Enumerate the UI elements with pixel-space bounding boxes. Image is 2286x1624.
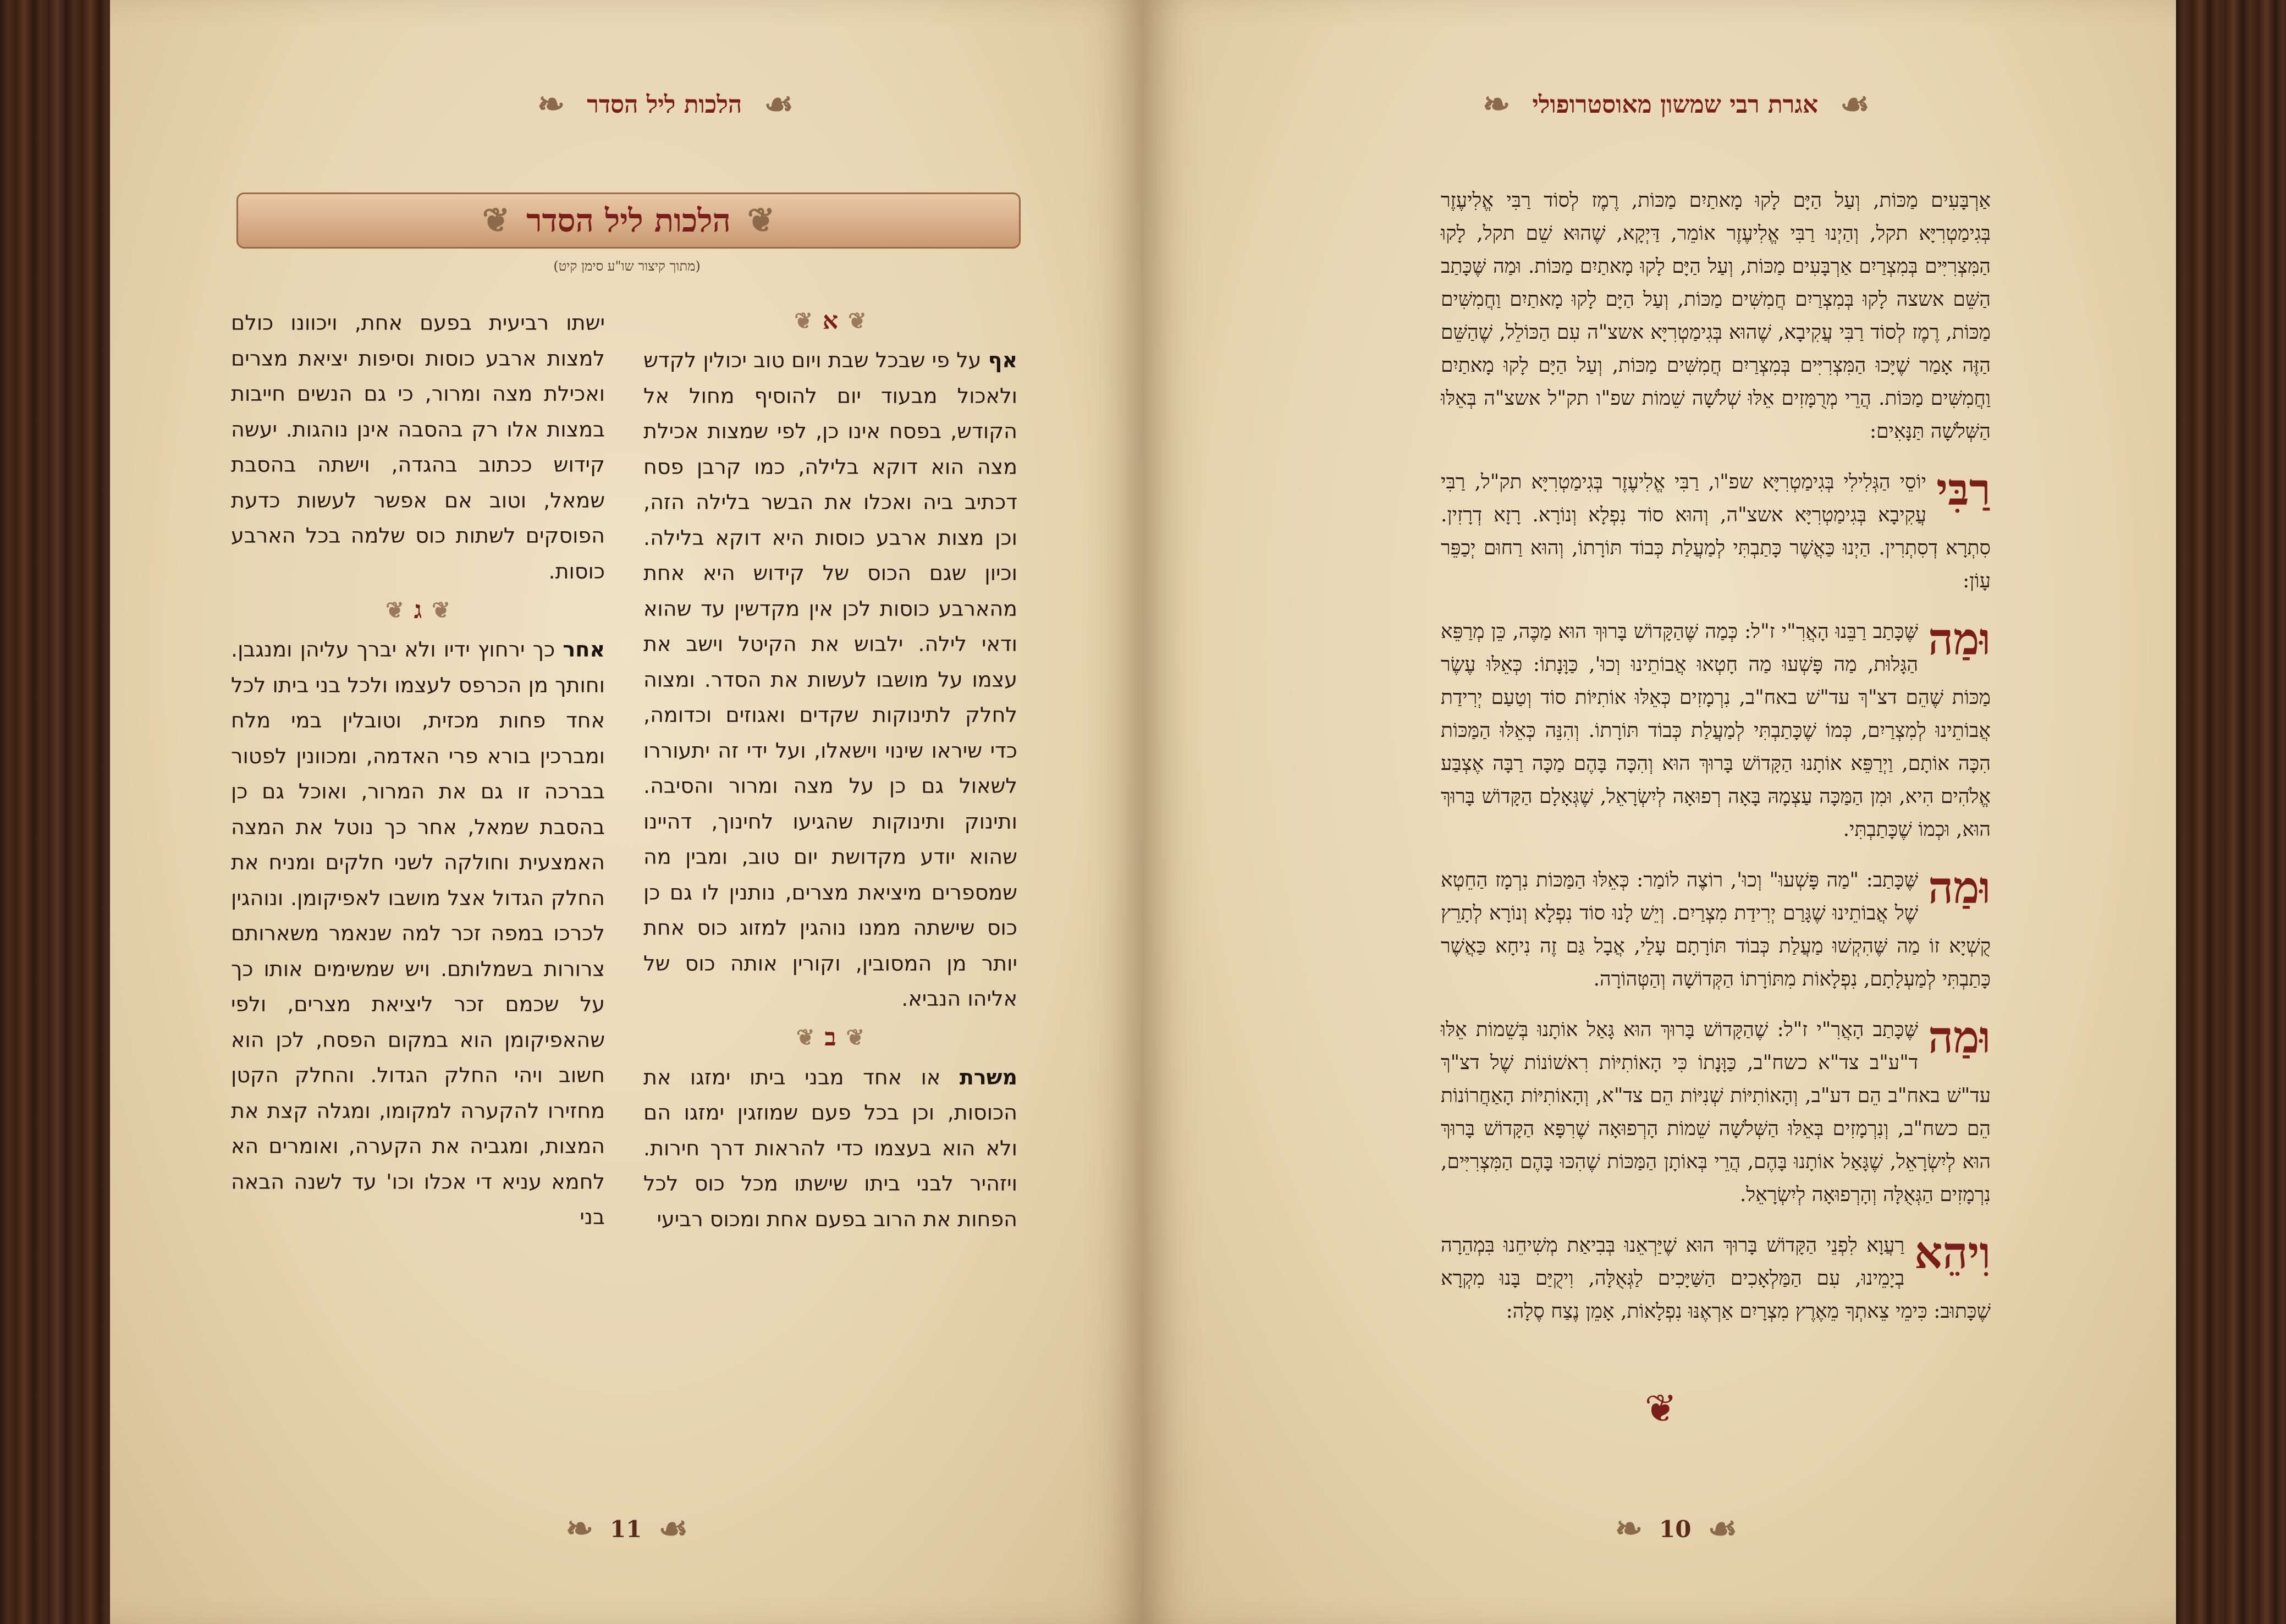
flourish-icon: ❦ bbox=[482, 201, 510, 240]
intro-paragraph: אַרְבָּעִים מַכּוֹת, וְעַל הַיָּם לָקוּ מָאתַיִם מַכּוֹת, רֶמֶז לְסוֹד רַבִּי אֱלִיעֶזֶר בְּגִימַטְרִיָּא תקל, וְהַיְנוּ רַבִּי אֱלִיעֶזֶר אוֹמֵר, דַּיְקָא, שֶׁהוּא שֵׁם תקל, לָקוּ הַמִּצְרִיִּים בְּמִצְרַיִם אַרְבָּעִים מַכּוֹת, וְעַל הַיָּם לָקוּ מָאתַיִם מַכּוֹת. וּמַה שֶּׁכָּתַב הַשֵּׁם אשצה לָקוּ בְּמִצְרַיִם חֲמִשִּׁים מַכּוֹת, וְעַל הַיָּם לָקוּ מָאתַיִם וַחֲמִשִּׁים מַכּוֹת, רֶמֶז לְסוֹד רַבִּי עֲקִיבָא, שֶׁהוּא בְּגִימַטְרִיָּא אשצ"ה עִם הַכּוֹלֵל, שֶׁהַשֵּׁם הַזֶּה אָמַר שֶׁיָּכוּ הַמִּצְרִיִּים בְּמִצְרַיִם חֲמִשִּׁים מַכּוֹת, וְעַל הַיָּם לָקוּ מָאתַיִם וַחֲמִשִּׁים מַכּוֹת. הֲרֵי מְרֻמָּזִים אֵלּוּ שְׁלֹשָׁה שֵׁמוֹת שפ"ו תק"ל אשצ"ה בְּאֵלּוּ הַשְּׁלֹשָׁה תַּנָּאִים: bbox=[1441, 189, 1991, 443]
wood-edge-right bbox=[2176, 0, 2286, 1624]
running-head-text: הלכות ליל הסדר bbox=[587, 90, 742, 119]
lead-word: אף bbox=[988, 348, 1017, 372]
flourish-icon: ☙ bbox=[1707, 1510, 1738, 1548]
flourish-icon: ❦ bbox=[848, 307, 867, 334]
section-letter: ב bbox=[824, 1023, 836, 1052]
paragraph bbox=[1441, 1229, 1991, 1328]
drop-word: וּמַה bbox=[1928, 613, 1991, 665]
end-flourish-icon: ❦ bbox=[1644, 1386, 1677, 1431]
paragraph-text: יוֹסֵי הַגְּלִילִי בְּגִימַטְרִיָּא שפ"ו, רַבִּי אֱלִיעֶזֶר בְּגִימַטְרִיָּא תק"ל, רַבִּי עֲקִיבָא בְּגִימַטְרִיָּא אשצ"ה, וְהוּא סוֹד נִפְלָא וְנוֹרָא. רָזָא דְרָזִין. סִתְרָא דְסִתְרִין. הַיְנוּ כַּאֲשֶׁר כָּתַבְתִּי לְמַעֲלַת כְּבוֹד תּוֹרָתוֹ, וְהוּא רַחוּם יְכַפֵּר עָוֹן: bbox=[1441, 471, 1991, 592]
paragraph bbox=[643, 343, 1017, 1017]
paragraph bbox=[1441, 864, 1991, 996]
paragraph-text: ישתו רביעית בפעם אחת, ויכוונו כולם למצות ארבע כוסות וסיפות יציאת מצרים ואכילת מצה ומרור, כי גם הנשים חייבות במצות אלו רק בהסבה אינן נוהגות. יעשה קידוש ככתוב בהגדה, וישתה בהסבת שמאל, וטוב אם אפשר לעשות כדעת הפוסקים לשתות כוס שלמה בכל הארבע כוסות. bbox=[231, 311, 605, 583]
page-number-left bbox=[511, 1507, 742, 1551]
paragraph bbox=[1441, 615, 1991, 846]
flourish-icon: ❧ bbox=[1615, 1510, 1643, 1548]
chapter-banner bbox=[236, 192, 1021, 249]
flourish-icon: ❦ bbox=[794, 307, 813, 334]
paragraph-text: על פי שבכל שבת ויום טוב יכולין לקדש ולאכול מבעוד יום להוסיף מחול אל הקודש, בפסח אינו כן, לפי שמצות אכילת מצה הוא דוקא בלילה, כמו קרבן פסח דכתיב ביה ואכלו את הבשר בלילה הזה, וכן מצות ארבע כוסות היא דוקא בלילה. וכיון שגם הכוס של קידוש היא אחת מהארבע כוסות לכן אין מקדשין עד שהוא ודאי לילה. ילבוש את הקיטל וישב את עצמו על מושבו לעשות את הסדר. ומצוה לחלק לתינוקות שקדים ואגוזים וכדומה, כדי שיראו שינוי וישאלו, ועל ידי זה יתעוררו לשאול גם כן על מצה ומרור והסיבה. ותינוק ותינוקות שהגיעו לחינוך, דהיינו שהוא יודע מקדושת יום טוב, ומבין מה שמספרים מיציאת מצרים, נותנין לו גם כן כוס שישתה ממנו נוהגין למזוג כוס אחת יותר מן המסובין, וקורין אותה כוס של אליהו הנביא. bbox=[643, 348, 1017, 1011]
page-number: 10 bbox=[1659, 1515, 1692, 1543]
left-page bbox=[110, 0, 1143, 1624]
letter-text-column bbox=[1441, 184, 1991, 1346]
paragraph bbox=[643, 1060, 1017, 1237]
flourish-icon: ❦ bbox=[747, 201, 775, 240]
paragraph-text: שֶּׁכָּתַב: "מַה פָּשְׁעוּ" וְכוּ', רוֹצֶה לוֹמַר: כְּאֵלּוּ הַמַּכּוֹת נִרְמָז הַחֵטְא שֶׁל אֲבוֹתֵינוּ שֶׁגָּרַם יְרִידַת מִצְרַיִם. וְיֵשׁ לָנוּ סוֹד נִפְלָא וְנוֹרָא לְתָרֵץ קֻשְׁיָא זוֹ מַה שֶּׁהִקְשׁוּ מַעֲלַת כְּבוֹד תּוֹרָתָם עָלַי, אֲבָל גַּם זֶה נִיחָא כַּאֲשֶׁר כָּתַבְתִּי לְמַעְלָתָם, נִפְלָאוֹת מִתּוֹרָתוֹ הַקְּדוֹשָׁה וְהַטְּהוֹרָה. bbox=[1441, 869, 1991, 990]
flourish-icon: ❧ bbox=[537, 85, 565, 124]
section-heading-a bbox=[643, 300, 1017, 343]
flourish-icon: ❦ bbox=[385, 597, 404, 623]
page-number-right bbox=[1561, 1507, 1792, 1551]
running-head-left bbox=[418, 82, 913, 126]
drop-word: וִיהֵא bbox=[1914, 1227, 1991, 1279]
paragraph-text: שֶּׁכָּתַב רַבֵּנוּ הָאֲרִ"י ז"ל: כְּמַה שֶּׁהַקָּדוֹשׁ בָּרוּךְ הוּא מַכֶּה, כֵּן מְרַפֵּא הַגָּלוּת, מַה פָּשְׁעוּ מַה חָטְאוּ אֲבוֹתֵינוּ וְכוּ', כַּוָּנָתוֹ: כְּאֵלּוּ עֶשֶׂר מַכּוֹת שֶׁהֵם דצ"ךְ עד"שׁ באח"ב, נִרְמָזִים כְּאֵלּוּ אוֹתִיּוֹת סוֹד וְטַעַם יְרִידַת אֲבוֹתֵינוּ לְמִצְרַיִם, כְּמוֹ שֶׁכָּתַבְתִּי לְמַעֲלַת כְּבוֹד תּוֹרָתוֹ. וְהִנֵּה כְּאֵלּוּ הַמַּכּוֹת הִכָּה אוֹתָם, וַיְרַפֵּא אוֹתָנוּ הַקָּדוֹשׁ בָּרוּךְ הוּא וְהִכָּה בָּהֶם מַכָּה רַבָּה אֶצְבַּע אֱלֹהִים הִיא, וּמִן הַמַּכָּה עַצְמָהּ בָּאָה רְפוּאָה לְיִשְׂרָאֵל, שֶׁגְּאָלָם הַקָּדוֹשׁ בָּרוּךְ הוּא, וּכְמוֹ שֶׁכָּתַבְתִּי. bbox=[1441, 620, 1991, 841]
banner-title: הלכות ליל הסדר bbox=[526, 202, 731, 239]
flourish-icon: ☙ bbox=[658, 1510, 688, 1548]
drop-word: וּמַה bbox=[1928, 862, 1991, 913]
flourish-icon: ❦ bbox=[796, 1025, 815, 1051]
section-letter: א bbox=[822, 306, 839, 335]
paragraph bbox=[231, 632, 605, 1235]
flourish-icon: ❦ bbox=[432, 597, 450, 623]
section-letter: ג bbox=[414, 596, 422, 624]
running-head-right bbox=[1374, 82, 1979, 126]
source-subtitle: (מתוך קיצור שו"ע סימן קיט) bbox=[553, 258, 701, 274]
text-column-right bbox=[643, 300, 1017, 1237]
wood-edge-left bbox=[0, 0, 110, 1624]
section-heading-g bbox=[231, 589, 605, 632]
text-column-left bbox=[231, 305, 605, 1235]
page-number: 11 bbox=[610, 1515, 642, 1543]
drop-word: וּמַה bbox=[1928, 1011, 1991, 1063]
drop-word: רַבִּי bbox=[1936, 464, 1991, 515]
paragraph-text: כך ירחוץ ידיו ולא יברך עליהן ומנגבן. וחותך מן הכרפס לעצמו ולכל בני ביתו לכל אחד פחות מכזית, וטובלין במי מלח ומברכין בורא פרי האדמה, ומכוונין לפטור בברכה זו גם את המרור, ואוכל גם כן בהסבת שמאל, אחר כך נוטל את המצה האמצעית וחולקה לשני חלקים ומניח את החלק הגדול אצל מושבו לאפיקומן. ונוהגין לכרכו במפה זכר למה שנאמר משארותם צרורות בשמלותם. ויש שמשימים אותו כך על שכמם זכר ליציאת מצרים, ולפי שהאפיקומן הוא במקום הפסח, לכן הוא חשוב ויהי החלק הגדול. והחלק הקטן מחזירו להקערה למקומו, ומגלה קצת את המצות, ומגביה את הקערה, ואומרים הא לחמא עניא די אכלו וכו' עד לשנה הבאה בני bbox=[231, 637, 605, 1229]
paragraph-text: או אחד מבני ביתו ימזגו את הכוסות, וכן בכל פעם שמוזגין ימזגו הם ולא הוא בעצמו כדי להראות דרך חירות. ויזהיר לבני ביתו שישתו מכל כוס לכל הפחות את הרוב בפעם אחת ומכוס רביעי bbox=[643, 1065, 1017, 1231]
paragraph bbox=[231, 305, 605, 589]
paragraph-text: שֶּׁכָּתַב הָאֲרִ"י ז"ל: שֶׁהַקָּדוֹשׁ בָּרוּךְ הוּא גָּאַל אוֹתָנוּ בְּשֵׁמוֹת אֵלּוּ ד"ע"ב צד"א כשח"ב, כַּוָּנָתוֹ כִּי הָאוֹתִיּוֹת רִאשׁוֹנוֹת שֶׁל דצ"ךְ עד"שׁ באח"ב הֵם דע"ב, וְהָאוֹתִיּוֹת שְׁנִיּוֹת הֵם צד"א, וְהָאוֹתִיּוֹת הָאַחֲרוֹנוֹת הֵם כשח"ב, וְנִרְמָזִים בְּאֵלּוּ הַשְּׁלֹשָׁה שֵׁמוֹת הָרְפוּאָה שֶׁרִפָּא הַקָּדוֹשׁ בָּרוּךְ הוּא לְיִשְׂרָאֵל, שֶׁגָּאַל אוֹתָנוּ בָּהֶם, הֲרֵי בְּאוֹתָן הַמַּכּוֹת שֶׁהִכּוּ בָּהֶם הַמִּצְרִיִּים, נִרְמָזִים הַגְּאֻלָּה וְהָרְפוּאָה לְיִשְׂרָאֵל. bbox=[1441, 1019, 1991, 1206]
paragraph bbox=[1441, 466, 1991, 598]
lead-word: משרת bbox=[959, 1065, 1017, 1089]
lead-word: אחר bbox=[563, 637, 605, 662]
flourish-icon: ☙ bbox=[764, 85, 794, 124]
flourish-icon: ☙ bbox=[1840, 85, 1870, 124]
paragraph-text: רַעֲוָא לִפְנֵי הַקָּדוֹשׁ בָּרוּךְ הוּא שֶׁיַּרְאֵנוּ בְּבִיאַת מְשִׁיחֵנוּ בִּמְהֵרָה בְיָמֵינוּ, עִם הַמַּלְאָכִים הַשַּׁיָּכִים לַגְּאֻלָּה, וִיקֻיַּם בָּנוּ מִקְרָא שֶׁכָּתוּב: כִּימֵי צֵאתְךָ מֵאֶרֶץ מִצְרָיִם אַרְאֶנּוּ נִפְלָאוֹת, אָמֵן נֶצַח סֶלָה: bbox=[1441, 1234, 1991, 1323]
paragraph bbox=[1441, 1011, 1991, 1212]
running-head-text: אגרת רבי שמשון מאוסטרופולי bbox=[1532, 90, 1819, 119]
flourish-icon: ❧ bbox=[565, 1510, 594, 1548]
section-heading-b bbox=[643, 1017, 1017, 1060]
flourish-icon: ❦ bbox=[846, 1025, 865, 1051]
flourish-icon: ❧ bbox=[1483, 85, 1511, 124]
